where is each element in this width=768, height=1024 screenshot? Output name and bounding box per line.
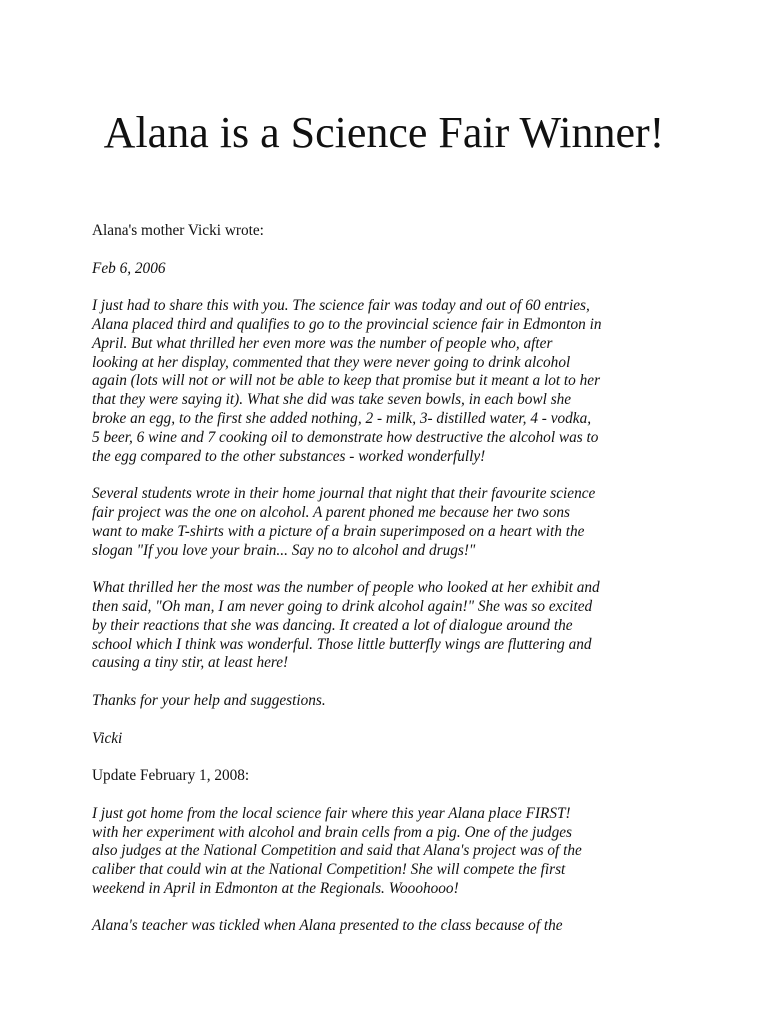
paragraph-signature: Vicki (92, 729, 123, 747)
document-body (92, 222, 678, 955)
paragraph-date: Feb 6, 2006 (92, 259, 166, 277)
paragraph-teacher: Alana's teacher was tickled when Alana presented to the class because of the (92, 917, 563, 935)
paragraph-thanks: Thanks for your help and suggestions. (92, 691, 326, 709)
paragraph-science-fair-story: I just had to share this with you. The science fair was today and out of 60 entries, Alana placed third and qualifies to go to the provincial science fair in Edmonton in April. But what thrilled her even more was the number of people who, after looking at her display, commented that they were never going to drink alcohol again (lots will not or will not be able to keep that promise but it meant a lot to her that they were saying it). What she did was take seven bowls, in each bowl she broke an egg, to the first she added nothing, 2 - milk, 3- distilled water, 4 - vodka, 5 beer, 6 wine and 7 cooking oil to demonstrate how destructive the alcohol was to the egg compared to the other substances - worked wonderfully! (92, 297, 602, 465)
paragraph-reactions: What thrilled her the most was the number of people who looked at her exhibit and then said, "Oh man, I am never going to drink alcohol again!" She was so excited by their reactions that she was dancing. It created a lot of dialogue around the school which I think was wonderful. Those little butterfly wings are fluttering and causing a tiny stir, at least here! (92, 579, 600, 672)
paragraph-intro: Alana's mother Vicki wrote: (92, 222, 264, 239)
document-title: Alana is a Science Fair Winner! (103, 108, 665, 157)
paragraph-update-heading: Update February 1, 2008: (92, 767, 250, 785)
paragraph-students-journal: Several students wrote in their home journal that night that their favourite science fair project was the one on alcohol. A parent phoned me because her two sons want to make T-shirts with a picture of a brain superimposed on a heart with the slogan "If you love your brain... Say no to alcohol and drugs!" (92, 485, 596, 559)
paragraph-update-body: I just got home from the local science fair where this year Alana place FIRST! with her experiment with alcohol and brain cells from a pig. One of the judges also judges at the National Competition and said that Alana's project was of the caliber that could win at the National Competition! She will compete the first weekend in April in Edmonton at the Regionals. Wooohooo! (92, 804, 582, 897)
